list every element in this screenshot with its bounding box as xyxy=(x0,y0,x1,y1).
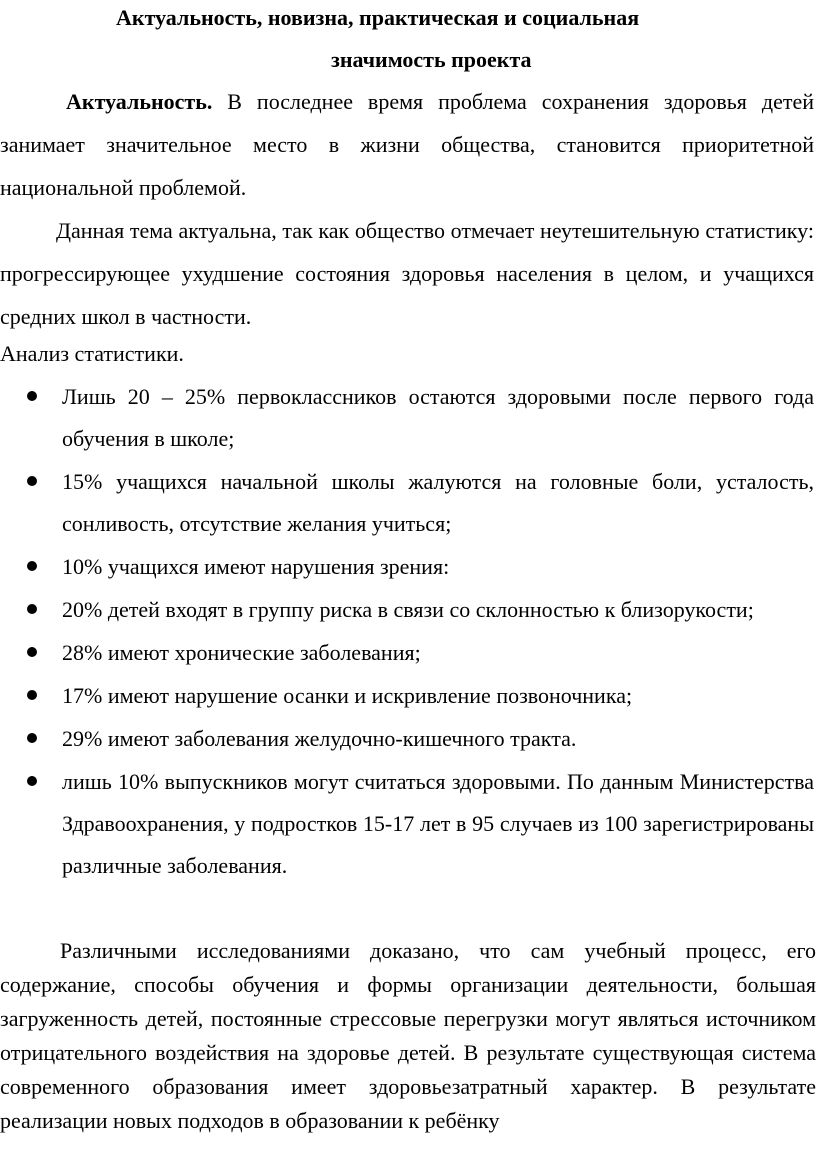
bullet-icon xyxy=(27,391,37,401)
list-item-text: 10% учащихся имеют нарушения зрения: xyxy=(62,554,450,579)
list-item-text: 29% имеют заболевания желудочно-кишечного тракта. xyxy=(62,726,577,751)
list-item xyxy=(0,589,814,631)
list-item-text: 15% учащихся начальной школы жалуются на головные боли, усталость, сонливость, отсутствие желания учиться; xyxy=(62,469,814,536)
paragraph-relevance xyxy=(0,80,814,209)
document-title-line-2: значимость проекта xyxy=(331,47,532,72)
list-item xyxy=(0,761,814,887)
bullet-icon xyxy=(27,561,37,571)
list-item xyxy=(0,546,814,588)
list-item xyxy=(0,718,814,760)
bullet-icon xyxy=(27,733,37,743)
statistics-list xyxy=(0,376,816,888)
paragraph-research xyxy=(0,934,816,1138)
paragraph-statistics-heading: Анализ статистики. xyxy=(0,341,184,366)
bullet-icon xyxy=(27,647,37,657)
document-title-line-1: Актуальность, новизна, практическая и социальная xyxy=(116,5,640,30)
bullet-icon xyxy=(27,690,37,700)
list-item-text: 20% детей входят в группу риска в связи со склонностью к близорукости; xyxy=(62,597,754,622)
list-item-text: 28% имеют хронические заболевания; xyxy=(62,640,421,665)
list-item xyxy=(0,376,814,460)
bullet-icon xyxy=(27,476,37,486)
relevance-lead: Актуальность. xyxy=(66,89,213,114)
list-item-text: лишь 10% выпускников могут считаться здоровыми. По данным Министерства Здравоохранения, у подростков 15-17 лет в 95 случаев из 100 зарегистрированы различные заболевания. xyxy=(62,769,814,878)
topic-text: Данная тема актуальна, так как общество отмечает неутешительную статистику: прогрессирующее ухудшение состояния здоровья населения в целом, и учащихся средних школ в частности. xyxy=(0,218,814,329)
list-item-text: Лишь 20 – 25% первоклассников остаются здоровыми после первого года обучения в школе; xyxy=(62,384,814,451)
bullet-icon xyxy=(27,604,37,614)
bullet-icon xyxy=(27,776,37,786)
list-item xyxy=(0,632,814,674)
list-item xyxy=(0,675,814,717)
list-item-text: 17% имеют нарушение осанки и искривление позвоночника; xyxy=(62,683,633,708)
paragraph-topic xyxy=(0,209,814,338)
research-text: Различными исследованиями доказано, что сам учебный процесс, его содержание, способы обучения и формы организации деятельности, большая загруженность детей, постоянные стрессовые перегрузки могут являться источником отрицательного воздействия на здоровье детей. В результате существующая система современного образования имеет здоровьезатратный характер. В результате реализации новых подходов в образовании к ребёнку xyxy=(0,938,816,1133)
relevance-text: В последнее время проблема сохранения здоровья детей занимает значительное место в жизни общества, становится приоритетной национальной проблемой. xyxy=(0,89,814,200)
list-item xyxy=(0,461,814,545)
